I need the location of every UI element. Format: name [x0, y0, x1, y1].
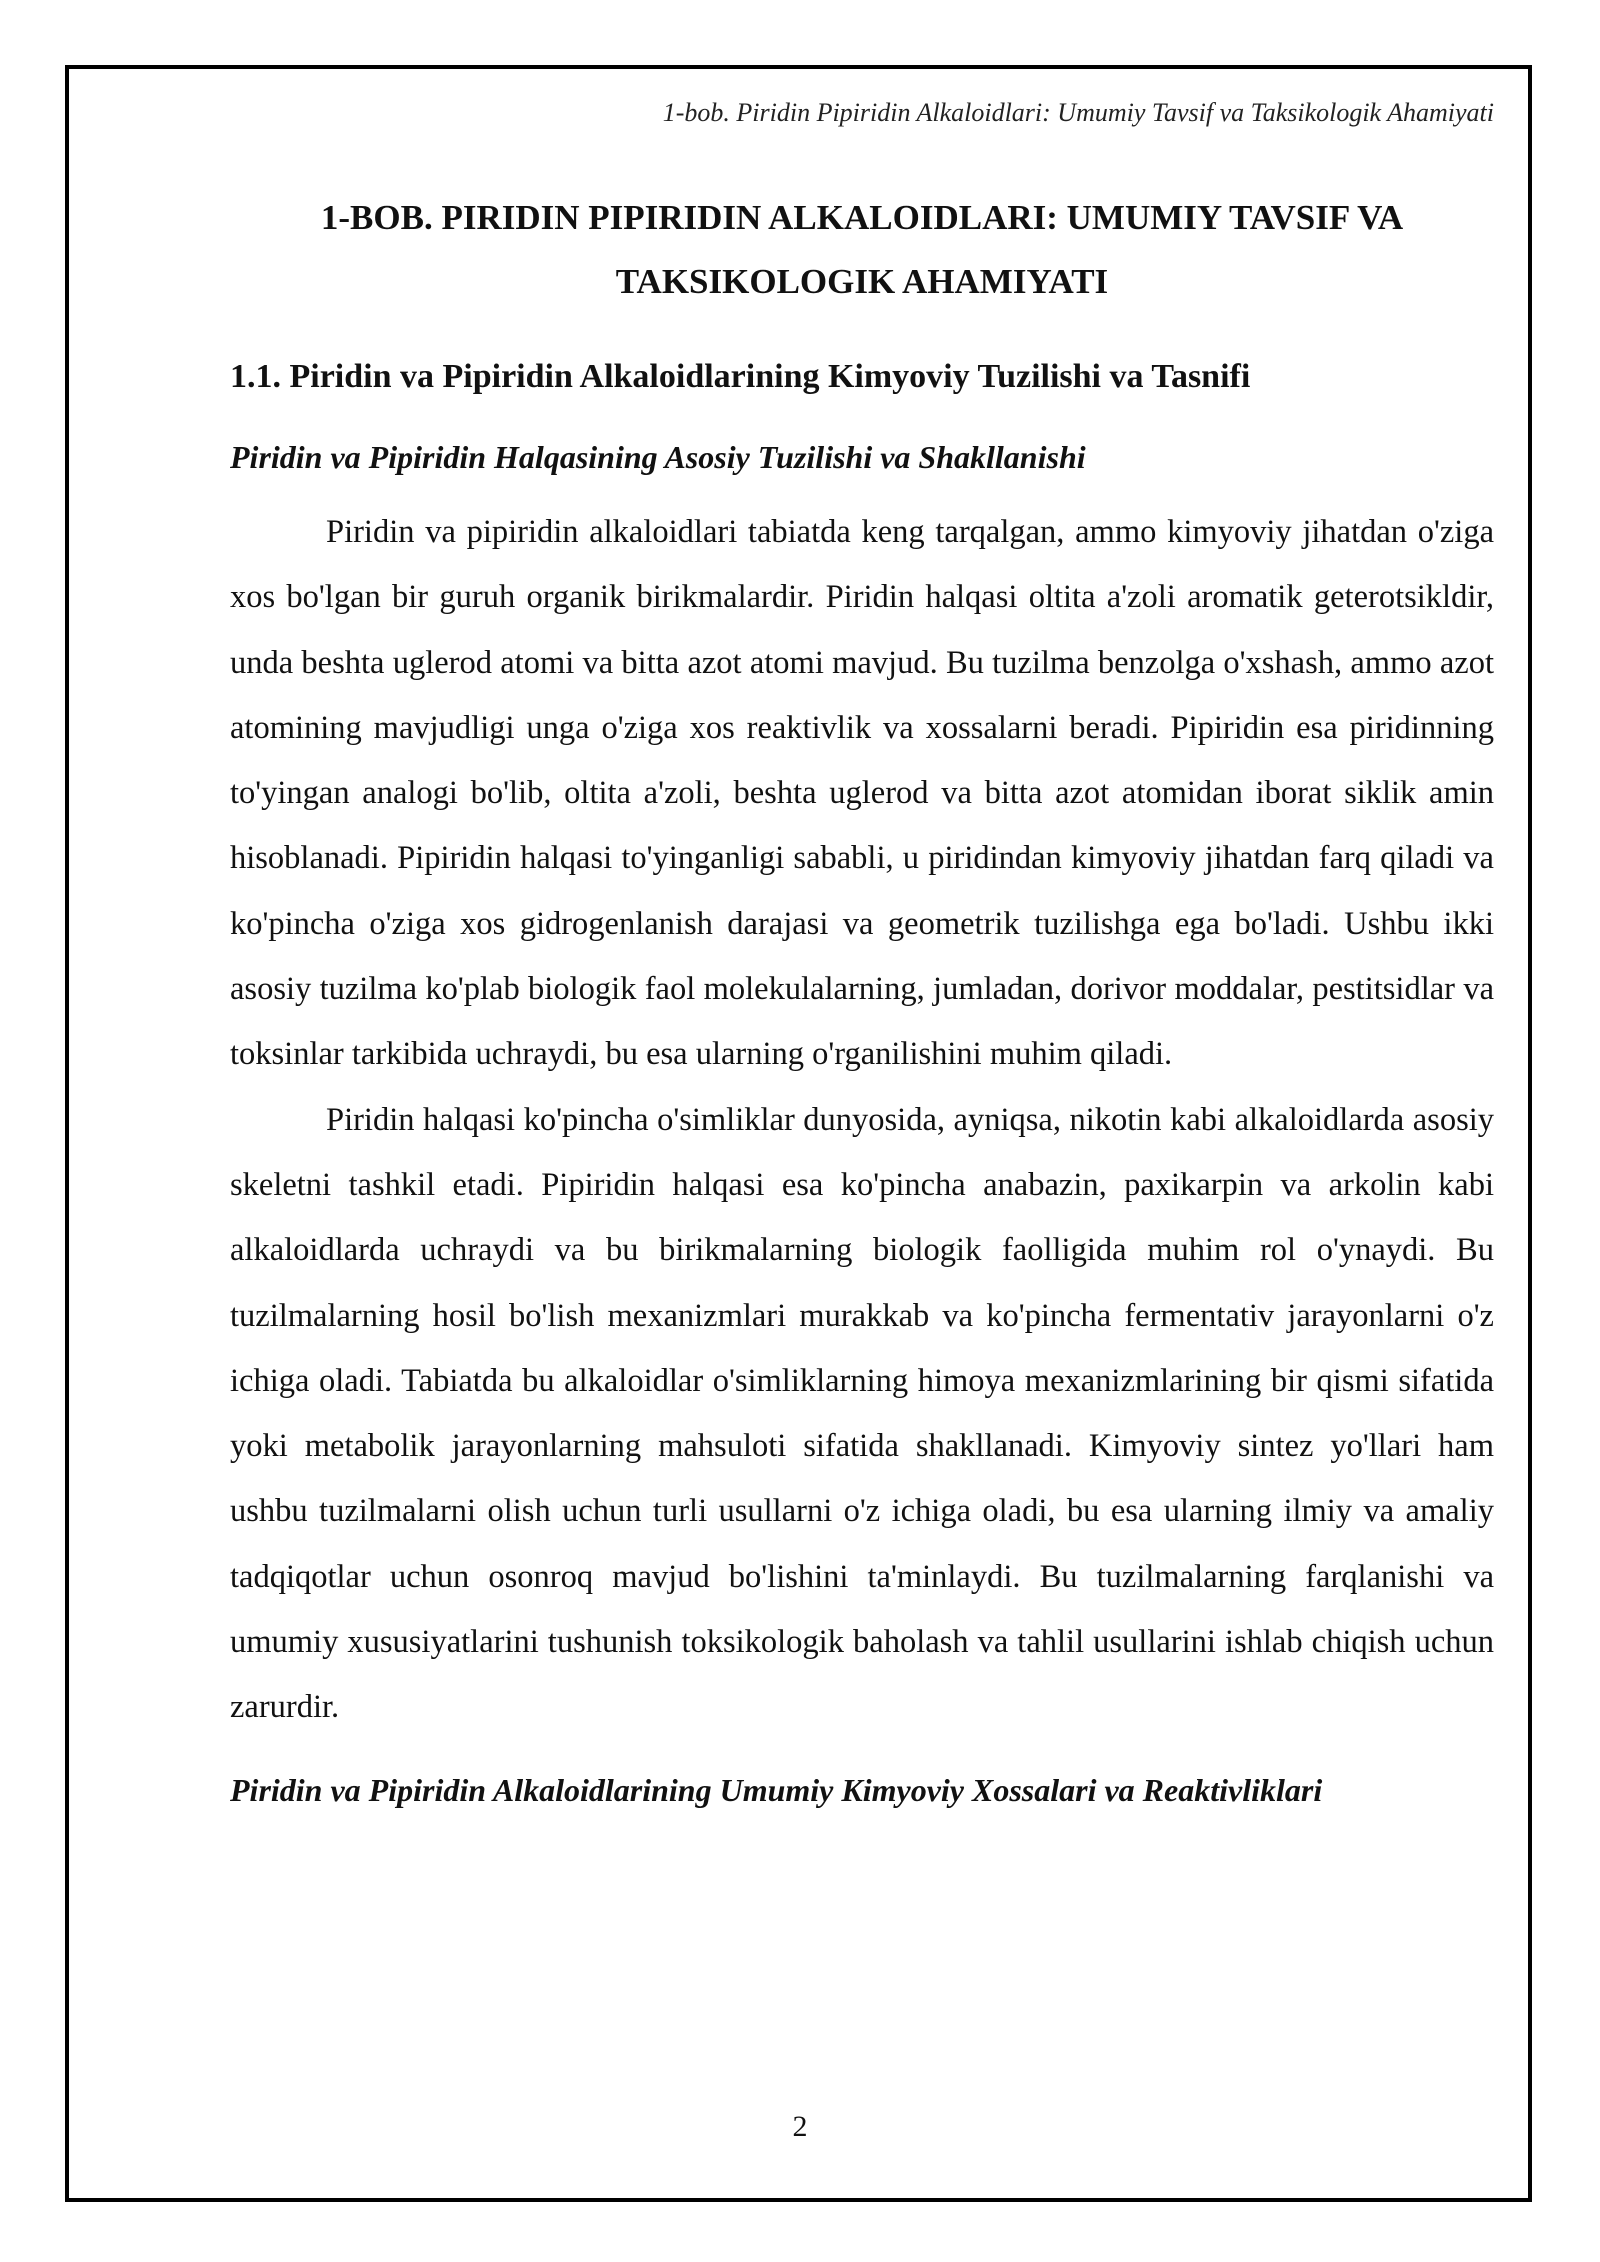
paragraph: Piridin va pipiridin alkaloidlari tabiatda keng tarqalgan, ammo kimyoviy jihatdan o'ziga xos bo'lgan bir guruh organik birikmalardir. Piridin halqasi oltita a'zoli aromatik geterotsikldir, unda beshta uglerod atomi va bitta azot atomi mavjud. Bu tuzilma benzolga o'xshash, ammo azot atomining mavjudligi unga o'ziga xos reaktivlik va xossalarni beradi. Pipiridin esa piridinning to'yingan analogi bo'lib, oltita a'zoli, beshta uglerod va bitta azot atomidan iborat siklik amin hisoblanadi. Pipiridin halqasi to'yinganligi sababli, u piridindan kimyoviy jihatdan farq qiladi va ko'pincha o'ziga xos gidrogenlanish darajasi va geometrik tuzilishga ega bo'ladi. Ushbu ikki asosiy tuzilma ko'plab biologik faol molekulalarning, jumladan, dorivor moddalar, pestitsidlar va toksinlar tarkibida uchraydi, bu esa ularning o'rganilishini muhim qiladi. — [230, 514, 1494, 1073]
page-content — [230, 186, 1494, 1815]
chapter-title — [230, 186, 1494, 314]
page-number: 2 — [792, 2110, 808, 2143]
section-title: 1.1. Piridin va Pipiridin Alkaloidlarining Kimyoviy Tuzilishi va Tasnifi — [230, 358, 1251, 395]
chapter-title-line-1: 1-BOB. PIRIDIN PIPIRIDIN ALKALOIDLARI: UMUMIY TAVSIF VA — [320, 198, 1404, 237]
chapter-title-line-2: TAKSIKOLOGIK AHAMIYATI — [615, 262, 1109, 301]
subsection-title: Piridin va Pipiridin Alkaloidlarining Umumiy Kimyoviy Xossalari va Reaktivliklari — [230, 1771, 1323, 1808]
paragraph: Piridin halqasi ko'pincha o'simliklar dunyosida, ayniqsa, nikotin kabi alkaloidlarda asosiy skeletni tashkil etadi. Pipiridin halqasi esa ko'pincha anabazin, paxikarpin va arkolin kabi alkaloidlarda uchraydi va bu birikmalarning biologik faolligida muhim rol o'ynaydi. Bu tuzilmalarning hosil bo'lish mexanizmlari murakkab va ko'pincha fermentativ jarayonlarni o'z ichiga oladi. Tabiatda bu alkaloidlar o'simliklarning himoya mexanizmlarining bir qismi sifatida yoki metabolik jarayonlarning mahsuloti sifatida shakllanadi. Kimyoviy sintez yo'llari ham ushbu tuzilmalarni olish uchun turli usullarni o'z ichiga oladi, bu esa ularning ilmiy va amaliy tadqiqotlar uchun osonroq mavjud bo'lishini ta'minlaydi. Bu tuzilmalarning farqlanishi va umumiy xususiyatlarini tushunish toksikologik baholash va tahlil usullarini ishlab chiqish uchun zarurdir. — [230, 1101, 1494, 1726]
subsection-title: Piridin va Pipiridin Halqasining Asosiy Tuzilishi va Shakllanishi — [230, 439, 1086, 475]
running-header: 1-bob. Piridin Pipiridin Alkaloidlari: Umumiy Tavsif va Taksikologik Ahamiyati — [662, 98, 1494, 127]
